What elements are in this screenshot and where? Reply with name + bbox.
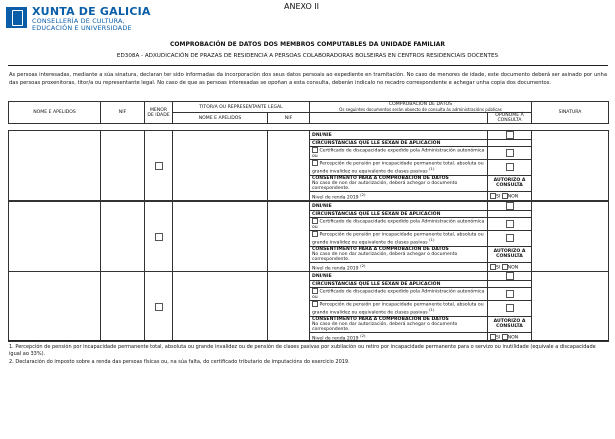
minor-checkbox[interactable]: [155, 303, 163, 311]
col-check-header: [310, 102, 532, 113]
guardian-name-field[interactable]: [173, 131, 268, 201]
guardian-nif-field[interactable]: [268, 202, 310, 272]
consent-cell: [310, 175, 488, 191]
row-dni: [9, 131, 609, 140]
empty-cell: [488, 211, 532, 218]
dni-label: DNI/NIE: [310, 202, 488, 211]
col-empty-header: [310, 113, 488, 124]
empty-cell: [488, 281, 532, 288]
intro-paragraph: As persoas interesadas, mediante a súa sinatura, declaran ter sido informadas da incorporación dos seus datos persoais ao expediente en tramitación. No caso de menores de idade, este documento deberá ser asinado por unha das persoas proxenitoras, titor/a ou representante legal. No caso de que as persoas interesadas se opoñan a esta consulta, deberán indicalo no recadro correspondente e achegar unha copia dos documentos.: [9, 72, 607, 86]
consent-title: CONSENTIMENTO PARA A COMPROBACIÓN DE DATOS: [312, 316, 449, 322]
row-dni: [9, 272, 609, 281]
income-no-label: NON: [507, 335, 519, 341]
member-nif-field[interactable]: [101, 272, 145, 342]
oppose-disability-cell: [488, 288, 532, 301]
disability-text: Certificado de discapacidade expedido pola Administración autonómica ou: [312, 148, 485, 159]
member-block: [8, 130, 609, 201]
footnote-1: 1. Percepción de pensión por incapacidade permanente total, absoluta ou grande invalidez ou de pensión de clases pasivas por xubilación ou retiro por incapacidade permanente para o servizo ou inutilidade (equivale a discapacidade igual ao 33%).: [9, 344, 596, 357]
xunta-emblem-icon: [6, 7, 27, 28]
dni-label: DNI/NIE: [310, 131, 488, 140]
guardian-nif-field[interactable]: [268, 272, 310, 342]
oppose-dni-cell: [488, 202, 532, 211]
member-name-field[interactable]: [9, 131, 101, 201]
oppose-disability-checkbox[interactable]: [506, 220, 514, 228]
oppose-disability-checkbox[interactable]: [506, 290, 514, 298]
department-line-1: CONSELLERÍA DE CULTURA,: [32, 17, 125, 25]
disability-label: [310, 288, 488, 301]
department-name: [32, 18, 132, 33]
pension-checkbox[interactable]: [312, 301, 318, 307]
divider: [8, 340, 608, 341]
pension-text: Percepción de pensión por incapacidade permanente total, absoluta ou grande invalidez ou equivalente de clases pasivas: [312, 232, 484, 246]
income-no-label: NON: [507, 265, 519, 271]
family-members-table: [8, 101, 609, 124]
authorize-label: AUTORIZO A CONSULTA: [488, 316, 532, 332]
income-yes-label: SI: [496, 265, 501, 271]
income-label: Nivel de renda 2019: [312, 195, 359, 201]
disability-checkbox[interactable]: [312, 218, 318, 224]
member-name-field[interactable]: [9, 202, 101, 272]
income-choice: [488, 191, 532, 201]
guardian-name-field[interactable]: [173, 272, 268, 342]
circumstances-label: CIRCUNSTANCIAS QUE LLE SEXAN DE APLICACIÓN: [310, 211, 488, 218]
table-header-row: [9, 102, 609, 113]
guardian-name-field[interactable]: [173, 202, 268, 272]
procedure-subtitle: ED308A - ADXUDICACIÓN DE PRAZAS DE RESIDENCIA A PERSOAS COLABORADORAS BOLSEIRAS EN CENTROS RESIDENCIAIS DOCENTES: [116, 53, 499, 59]
col-signature-header: SINATURA: [532, 102, 609, 124]
oppose-pension-checkbox[interactable]: [506, 234, 514, 242]
pension-note: (1): [429, 237, 435, 242]
income-note: (2): [360, 332, 366, 338]
oppose-dni-checkbox[interactable]: [506, 272, 514, 280]
oppose-dni-checkbox[interactable]: [506, 202, 514, 210]
pension-label: [310, 159, 488, 175]
circumstances-label: CIRCUNSTANCIAS QUE LLE SEXAN DE APLICACIÓN: [310, 140, 488, 147]
income-yes-label: SI: [496, 194, 501, 200]
department-line-2: EDUCACIÓN E UNIVERSIDADE: [32, 24, 132, 33]
divider: [8, 65, 608, 66]
signature-field[interactable]: [532, 272, 609, 342]
minor-cell: [145, 272, 173, 342]
disability-text: Certificado de discapacidade expedido pola Administración autonómica ou: [312, 289, 485, 300]
col-guardian-header: TITOR/A OU REPRESENTANTE LEGAL: [173, 102, 310, 113]
col-guardian-name-header: NOME E APELIDOS: [173, 113, 268, 124]
pension-checkbox[interactable]: [312, 160, 318, 166]
minor-cell: [145, 131, 173, 201]
member-nif-field[interactable]: [101, 202, 145, 272]
pension-label: [310, 300, 488, 316]
member-block: [8, 271, 609, 342]
income-no-label: NON: [507, 194, 519, 200]
col-oppose-header: OPOÑOME Á CONSULTA: [488, 113, 532, 124]
pension-label: [310, 230, 488, 246]
oppose-pension-cell: [488, 230, 532, 246]
signature-field[interactable]: [532, 131, 609, 201]
disability-label: [310, 218, 488, 231]
pension-text: Percepción de pensión por incapacidade permanente total, absoluta ou grande invalidez ou equivalente de clases pasivas: [312, 161, 484, 175]
row-dni: [9, 202, 609, 211]
oppose-pension-cell: [488, 300, 532, 316]
member-name-field[interactable]: [9, 272, 101, 342]
authorize-label: AUTORIZO A CONSULTA: [488, 175, 532, 191]
oppose-disability-checkbox[interactable]: [506, 149, 514, 157]
income-note: (2): [360, 191, 366, 197]
disability-label: [310, 147, 488, 160]
consent-cell: [310, 246, 488, 262]
income-label-cell: [310, 191, 488, 201]
pension-checkbox[interactable]: [312, 231, 318, 237]
oppose-dni-checkbox[interactable]: [506, 131, 514, 139]
col-nif-header: NIF: [101, 102, 145, 124]
document-title: COMPROBACIÓN DE DATOS DOS MEMBROS COMPUTABLES DA UNIDADE FAMILIAR: [170, 41, 445, 48]
oppose-pension-checkbox[interactable]: [506, 163, 514, 171]
annex-label: ANEXO II: [284, 2, 320, 11]
oppose-pension-checkbox[interactable]: [506, 304, 514, 312]
oppose-pension-cell: [488, 159, 532, 175]
oppose-dni-cell: [488, 131, 532, 140]
consent-title: CONSENTIMENTO PARA A COMPROBACIÓN DE DATOS: [312, 175, 449, 181]
pension-note: (1): [429, 307, 435, 312]
col-guardian-nif-header: NIF: [268, 113, 310, 124]
member-nif-field[interactable]: [101, 131, 145, 201]
pension-note: (1): [429, 166, 435, 171]
col-check-title: COMPROBACIÓN DE DATOS: [388, 102, 453, 107]
income-yes-label: SI: [496, 335, 501, 341]
dni-label: DNI/NIE: [310, 272, 488, 281]
disability-text: Certificado de discapacidade expedido pola Administración autonómica ou: [312, 219, 485, 230]
income-label: Nivel de renda 2019: [312, 266, 359, 272]
member-block: [8, 201, 609, 272]
oppose-disability-cell: [488, 147, 532, 160]
col-check-subtitle: Os seguintes documentos serán obxecto de consulta ás administracións públicas: [339, 107, 502, 112]
minor-cell: [145, 202, 173, 272]
authorize-label: AUTORIZO A CONSULTA: [488, 246, 532, 262]
guardian-nif-field[interactable]: [268, 131, 310, 201]
signature-field[interactable]: [532, 202, 609, 272]
consent-title: CONSENTIMENTO PARA A COMPROBACIÓN DE DATOS: [312, 246, 449, 252]
minor-checkbox[interactable]: [155, 162, 163, 170]
income-note: (2): [360, 262, 366, 268]
income-label: Nivel de renda 2019: [312, 336, 359, 342]
col-name-header: NOME E APELIDOS: [9, 102, 101, 124]
oppose-dni-cell: [488, 272, 532, 281]
oppose-disability-cell: [488, 218, 532, 231]
circumstances-label: CIRCUNSTANCIAS QUE LLE SEXAN DE APLICACIÓN: [310, 281, 488, 288]
consent-text: No caso de non dar autorización, deberá achegar o documento correspondente.: [312, 321, 458, 332]
consent-text: No caso de non dar autorización, deberá achegar o documento correspondente.: [312, 180, 458, 191]
consent-cell: [310, 316, 488, 332]
disability-checkbox[interactable]: [312, 288, 318, 294]
minor-checkbox[interactable]: [155, 233, 163, 241]
empty-cell: [488, 140, 532, 147]
disability-checkbox[interactable]: [312, 147, 318, 153]
xunta-logo: [6, 4, 176, 38]
org-name: XUNTA DE GALICIA: [32, 5, 151, 18]
col-minor-header: MENOR DE IDADE: [145, 102, 173, 124]
footnote-2: 2. Declaración do imposto sobre a renda das persoas físicas ou, na súa falta, do certificado tributario de imputacións do exercicio 2019.: [9, 359, 350, 365]
consent-text: No caso de non dar autorización, deberá achegar o documento correspondente.: [312, 251, 458, 262]
pension-text: Percepción de pensión por incapacidade permanente total, absoluta ou grande invalidez ou equivalente de clases pasivas: [312, 302, 484, 316]
